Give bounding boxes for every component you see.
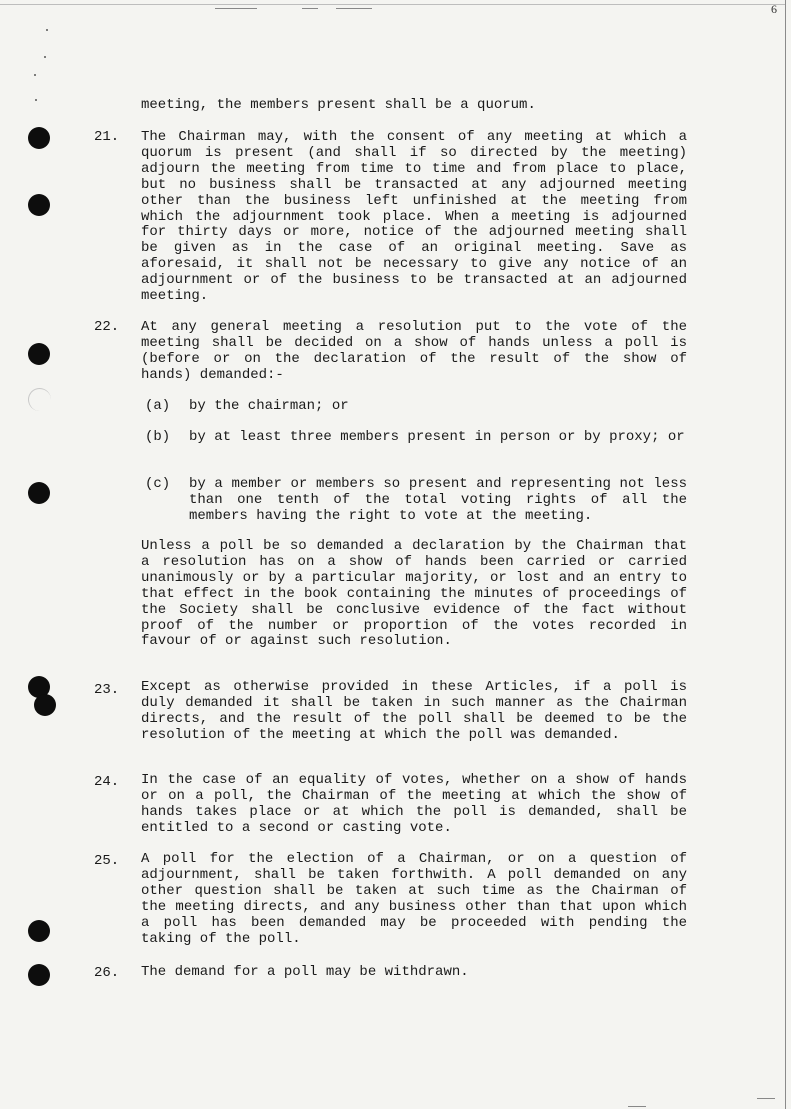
scan-mark — [302, 8, 318, 9]
page-right-edge — [785, 0, 786, 1109]
punch-hole — [28, 482, 50, 504]
scan-speck — [35, 99, 37, 101]
page-top-edge — [0, 4, 785, 5]
article-number: 26. — [94, 965, 120, 981]
punch-hole-shadow — [28, 388, 51, 411]
scan-mark — [215, 8, 257, 9]
article-text: The Chairman may, with the consent of any meeting at which a quorum is present (and shall if so directed by the meeting) adjourn the meeting from time to time and from place to place, but no business shall be transacted at any adjourned meeting other than the business left unfinished at the meeting from which the adjournment took place. When a meeting is adjourned for thirty days or more, notice of the adjourned meeting shall be given as in the case of an original meeting. Save as aforesaid, it shall not be necessary to give any notice of an adjournment or of the business to be transacted at an adjourned meeting. — [141, 129, 687, 305]
scan-speck — [46, 29, 48, 31]
scan-mark — [757, 1098, 775, 1099]
continuation-text: meeting, the members present shall be a quorum. — [141, 97, 536, 113]
scan-mark — [336, 8, 372, 9]
article-text: In the case of an equality of votes, whether on a show of hands or on a poll, the Chairman of the meeting at which the show of hands takes place or at which the poll is demanded, shall be entitled to a second or casting vote. — [141, 772, 687, 836]
article-number: 23. — [94, 682, 120, 698]
article-text: At any general meeting a resolution put to the vote of the meeting shall be decided on a show of hands unless a poll is (before or on the declaration of the result of the show of hands) demanded:- — [141, 319, 687, 383]
list-item-label: (a) — [145, 398, 171, 414]
article-text: A poll for the election of a Chairman, or on a question of adjournment, shall be taken forthwith. A poll demanded on any other question shall be taken at such time as the Chairman of the meeting directs, and any business other than that upon which a poll has been demanded may be proceeded with pending the taking of the poll. — [141, 851, 687, 947]
punch-hole — [34, 694, 56, 716]
article-number: 21. — [94, 129, 120, 145]
punch-hole — [28, 127, 50, 149]
list-item-label: (b) — [145, 429, 171, 445]
list-item-text: by the chairman; or — [189, 398, 349, 414]
article-paragraph: Unless a poll be so demanded a declaration by the Chairman that a resolution has on a show of hands been carried or carried unanimously or by a particular majority, or lost and an entry to that effect in the book containing the minutes of proceedings of the Society shall be conclusive evidence of the fact without proof of the number or proportion of the votes recorded in favour of or against such resolution. — [141, 538, 687, 650]
punch-hole — [28, 194, 50, 216]
article-number: 22. — [94, 319, 120, 335]
punch-hole — [28, 920, 50, 942]
article-text: Except as otherwise provided in these Articles, if a poll is duly demanded it shall be taken in such manner as the Chairman directs, and the result of the poll shall be deemed to be the resolution of the meeting at which the poll was demanded. — [141, 679, 687, 743]
punch-hole — [28, 343, 50, 365]
scan-speck — [44, 56, 46, 58]
scan-mark — [628, 1106, 646, 1107]
list-item-text: by at least three members present in person or by proxy; or — [189, 429, 685, 445]
article-number: 25. — [94, 853, 120, 869]
punch-hole — [28, 964, 50, 986]
list-item-text: by a member or members so present and representing not less than one tenth of the total voting rights of all the members having the right to vote at the meeting. — [189, 476, 687, 524]
article-text: The demand for a poll may be withdrawn. — [141, 964, 469, 980]
scan-speck — [34, 74, 36, 76]
page-number: 6 — [771, 2, 777, 16]
article-number: 24. — [94, 774, 120, 790]
list-item-label: (c) — [145, 476, 171, 492]
